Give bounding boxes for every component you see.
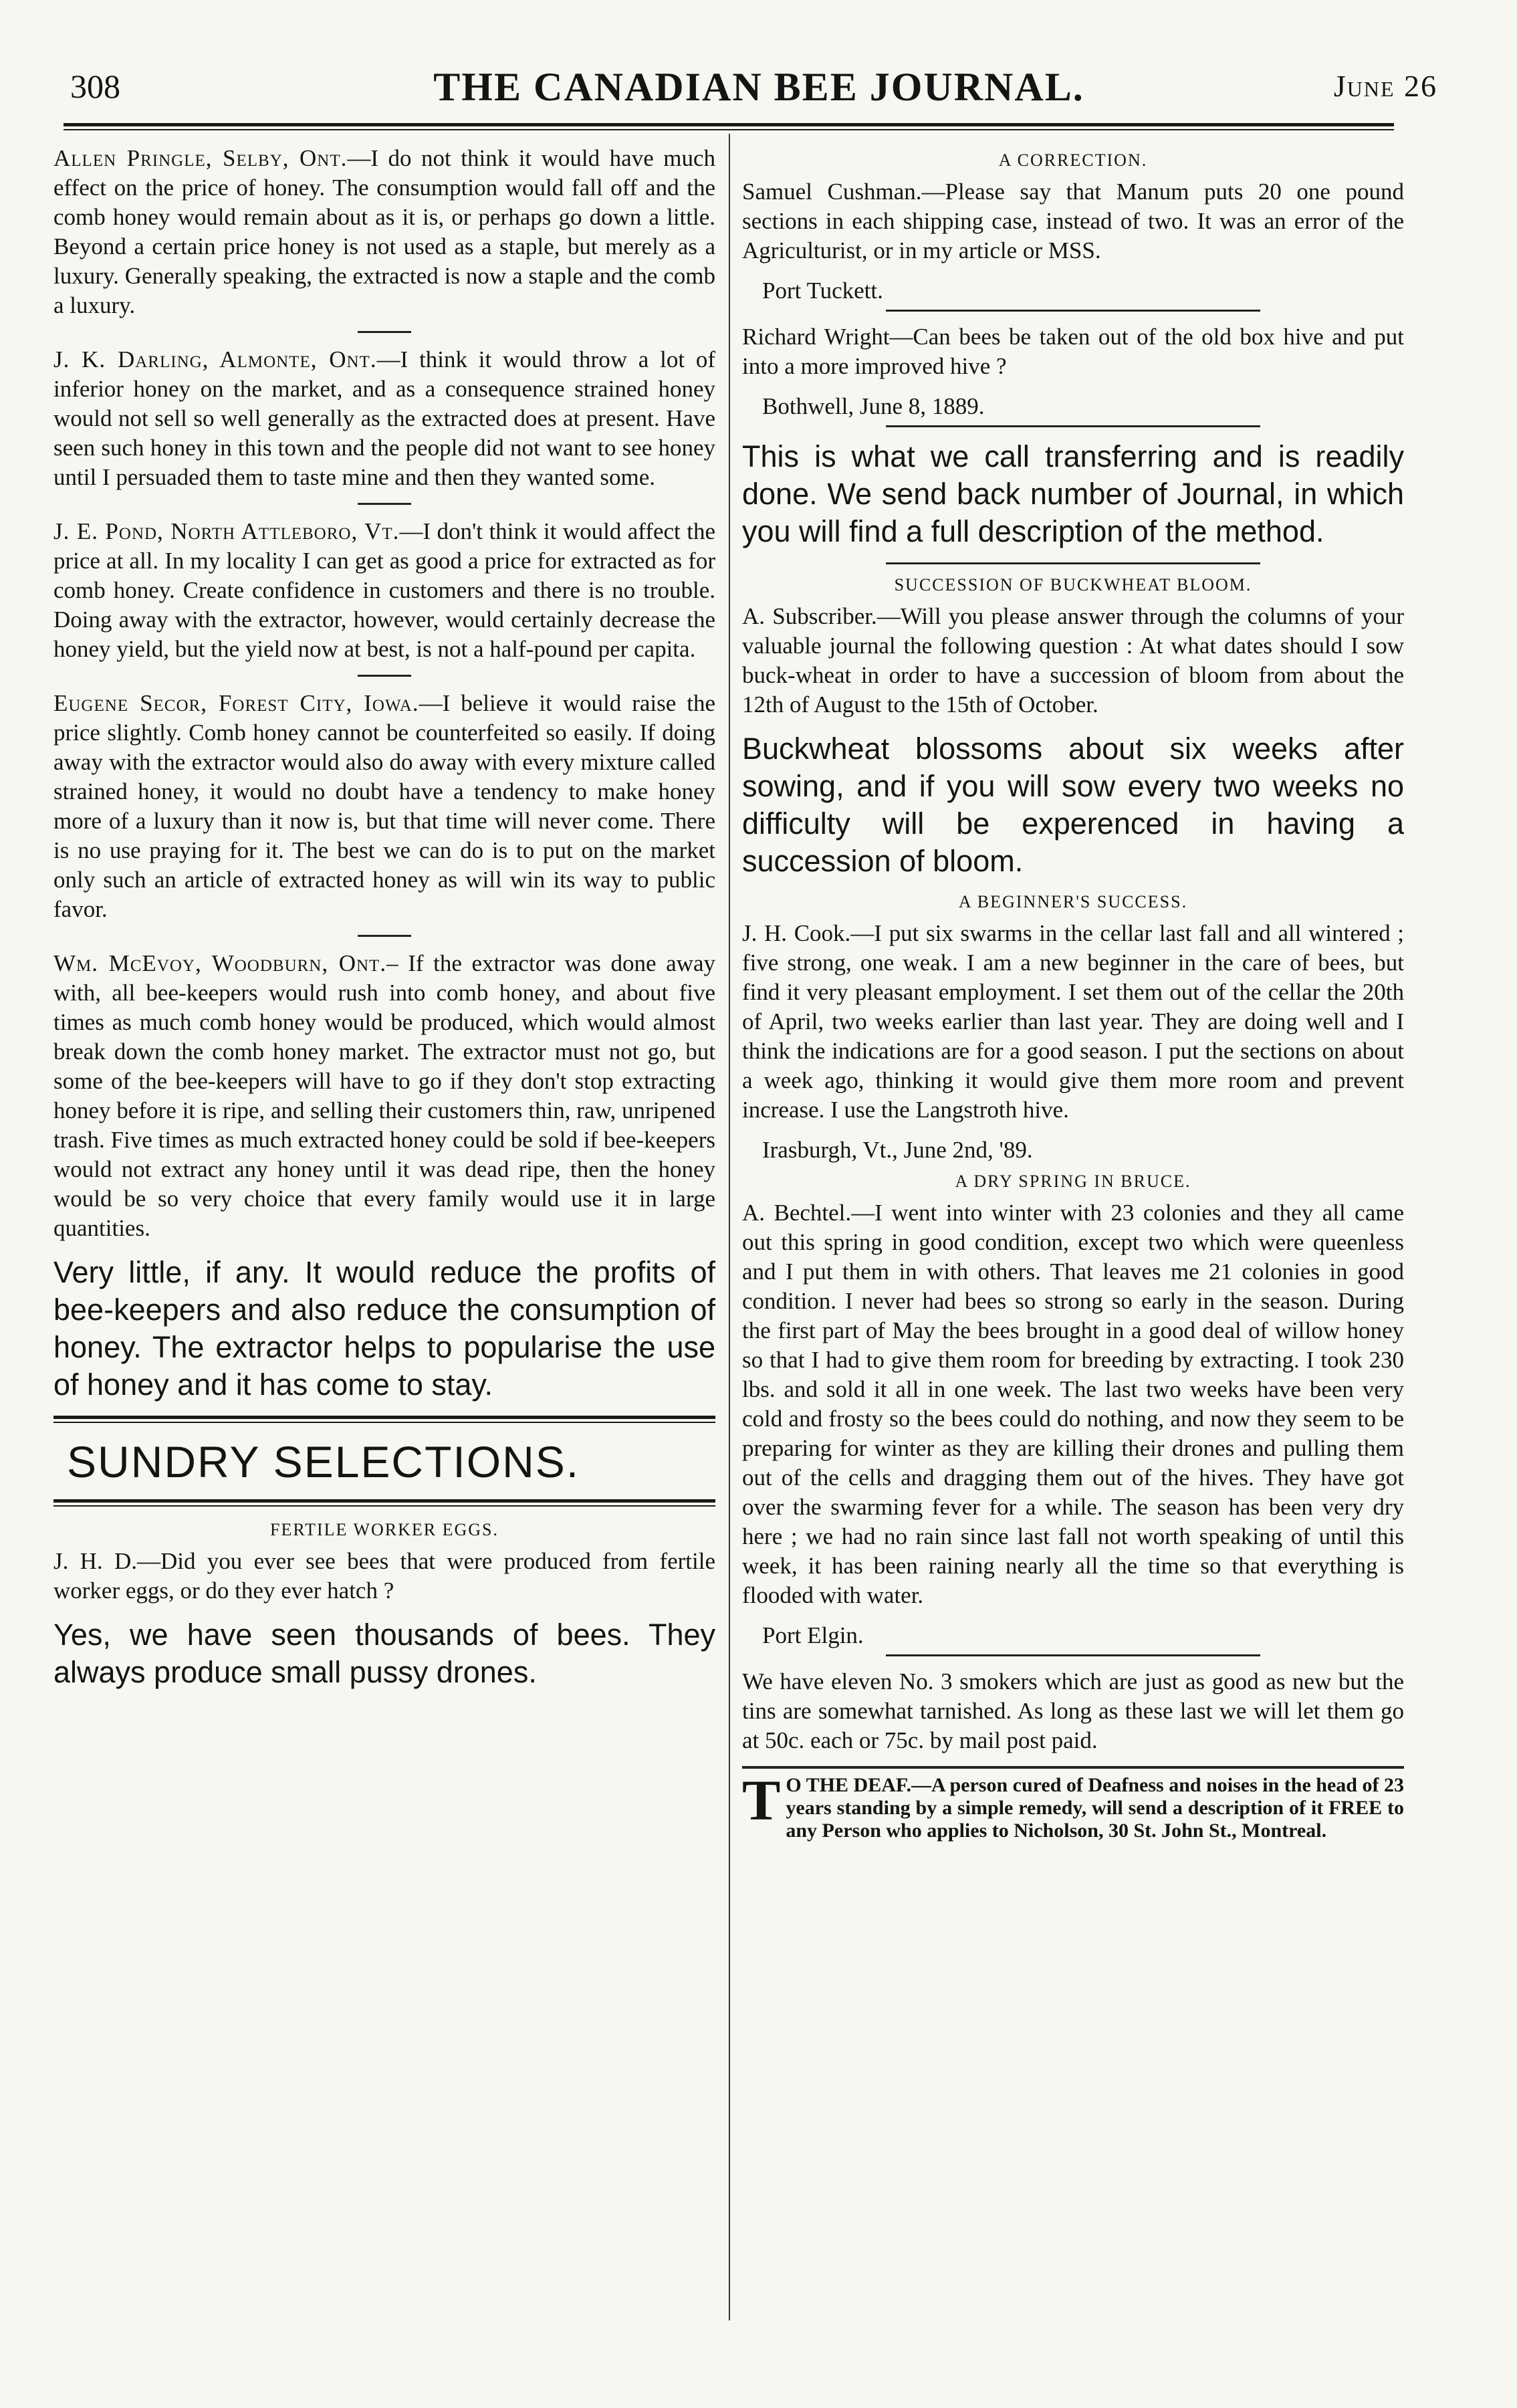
smokers-notice: We have eleven No. 3 smokers which are just as good as new but the tins are somewhat tarnished. As long as these last we will let them go at 50c. each or 75c. by mail post paid. [742, 1668, 1404, 1753]
separator-rule [886, 1654, 1260, 1656]
letter-entry: Samuel Cushman.—Please say that Manum puts 20 one pound sections in each shipping case, instead of two. It was an error of the Agriculturist, or in my article or MSS. [742, 179, 1404, 263]
header-rule [64, 123, 1394, 130]
separator-rule [358, 935, 411, 937]
letter-entry [53, 689, 715, 924]
subsection-heading: A BEGINNER'S SUCCESS. [958, 892, 1188, 911]
question-entry: A. Subscriber.—Will you please answer through the columns of your valuable journal the following question : At what dates should I sow buck-wheat in order to have a succession of bloom from about the 12th of August to the 15th of October. [742, 603, 1404, 718]
entry-place: Irasburgh, Vt., June 2nd, '89. [762, 1137, 1033, 1163]
separator-rule [886, 310, 1260, 312]
issue-date: June 26 [1333, 69, 1437, 103]
subsection-heading: FERTILE WORKER EGGS. [269, 1520, 499, 1539]
separator-rule [886, 562, 1260, 564]
question-entry: Richard Wright—Can bees be taken out of the old box hive and put into a more improved hive ? [742, 324, 1404, 379]
letter-entry [53, 345, 715, 492]
section-rule-top [53, 1416, 715, 1423]
section-heading: SUNDRY SELECTIONS. [67, 1437, 580, 1487]
letter-entry [53, 144, 715, 320]
separator-rule [358, 503, 411, 505]
entry-author: J. K. Darling, Almonte, Ont. [53, 346, 377, 372]
entry-place: Bothwell, June 8, 1889. [762, 393, 985, 419]
entry-author: Eugene Secor, Forest City, Iowa. [53, 690, 419, 716]
separator-rule [358, 331, 411, 333]
subsection-heading: A CORRECTION. [998, 150, 1148, 170]
entry-text: —I believe it would raise the price slightly. Comb honey cannot be counterfeited so easily. If doing away with the extractor would also do away with every mixture called strained honey, it would no doubt have a tendency to make honey more of a luxury than it now is, but that time will never come. There is no use praying for it. The best we can do is to put on the market only such an article of extracted honey as will win its way to public favor. [53, 690, 716, 922]
separator-rule [886, 425, 1260, 427]
entry-author: Wm. McEvoy, Woodburn, Ont. [53, 950, 387, 976]
deafness-advertisement [742, 1766, 1404, 1842]
editor-answer: Very little, if any. It would reduce the profits of bee-keepers and also reduce the consumption of honey. The extractor helps to popularise the use of honey and it has come to stay. [53, 1255, 715, 1402]
subsection-heading: A DRY SPRING IN BRUCE. [955, 1172, 1191, 1191]
letter-entry: J. H. Cook.—I put six swarms in the cellar last fall and all wintered ; five strong, one weak. I am a new beginner in the care of bees, but find it very pleasant employment. I set them out of the cellar the 20th of April, two weeks earlier than last year. They are doing well and I think the indications are for a good season. I put the sections on about a week ago, thinking it would give them more room and prevent increase. I use the Langstroth hive. [742, 920, 1404, 1123]
entry-author: J. E. Pond, North Attleboro, Vt. [53, 518, 400, 544]
entry-text: —I don't think it would affect the price at all. In my locality I can get as good a price for extracted as for comb honey. Create confidence in customers and there is no trouble. Doing away with the extractor, however, would certainly decrease the honey yield, but the yield now at best, is not a half-pound per capita. [53, 518, 715, 662]
entry-place: Port Elgin. [762, 1622, 864, 1648]
page-header [64, 64, 1454, 111]
letter-entry [53, 517, 715, 664]
drop-cap: T [742, 1768, 781, 1832]
journal-title: THE CANADIAN BEE JOURNAL. [433, 65, 1084, 109]
editor-answer: Yes, we have seen thousands of bees. They always produce small pussy drones. [53, 1618, 715, 1689]
entry-author: Allen Pringle, Selby, Ont. [53, 145, 348, 171]
left-column [53, 144, 715, 1703]
question-entry: J. H. D.—Did you ever see bees that were produced from fertile worker eggs, or do they ever hatch ? [53, 1548, 715, 1604]
letter-entry [53, 949, 715, 1243]
right-column [742, 144, 1404, 1842]
column-divider [729, 134, 730, 2320]
page-number: 308 [70, 68, 120, 105]
section-rule-bottom [53, 1499, 715, 1507]
letter-entry: A. Bechtel.—I went into winter with 23 colonies and they all came out this spring in good condition, except two which were queenless and I put them in with others. That leaves me 21 colonies in good condition. I never had bees so strong so early in the season. During the first part of May the bees brought in a good deal of willow honey so that I had to give them room for breeding by extracting. I took 230 lbs. and sold it all in one week. The last two weeks have been very cold and frosty so the bees could do nothing, and now they seem to be preparing for winter as they are killing their drones and pulling them out of the cells and dragging them out of the hives. They have got over the swarming fever for a while. The season has been very dry here ; we had no rain since last fall not worth speaking of until this week, it has been raining nearly all the time so that everything is flooded with water. [742, 1200, 1404, 1608]
entry-place: Port Tuckett. [762, 278, 883, 304]
advertisement-text: O THE DEAF.—A person cured of Deafness and noises in the head of 23 years standing by a simple remedy, will send a description of it FREE to any Person who applies to Nicholson, 30 St. John St., Montreal. [786, 1774, 1404, 1842]
editor-answer: This is what we call transferring and is readily done. We send back number of Journal, in which you will find a full description of the method. [742, 439, 1404, 548]
editor-answer: Buckwheat blossoms about six weeks after sowing, and if you will sow every two weeks no difficulty will be experenced in having a succession of bloom. [742, 732, 1404, 878]
separator-rule [358, 675, 411, 677]
entry-text: – If the extractor was done away with, all bee-keepers would rush into comb honey, and about five times as much comb honey would be produced, which would almost break down the comb honey market. The extractor must not go, but some of the bee-keepers will have to go if they don't stop extracting honey before it is ripe, and selling their customers thin, raw, unripened trash. Five times as much extracted honey could be sold if bee-keepers would not extract any honey until it was dead ripe, then the honey would be so very choice that every family would use it in large quantities. [53, 950, 715, 1241]
entry-text: —I think it would throw a lot of inferior honey on the market, and as a consequence strained honey would not sell so well generally as the extracted does at present. Have seen such honey in this town and the people did not want to see honey until I persuaded them to taste mine and then they wanted some. [53, 346, 715, 490]
entry-text: —I do not think it would have much effect on the price of honey. The consumption would fall off and the comb honey would remain about as it is, or perhaps go down a little. Beyond a certain price honey is not used as a staple, but merely as a luxury. Generally speaking, the extracted is now a staple and the comb a luxury. [53, 145, 715, 318]
subsection-heading: SUCCESSION OF BUCKWHEAT BLOOM. [894, 575, 1252, 594]
